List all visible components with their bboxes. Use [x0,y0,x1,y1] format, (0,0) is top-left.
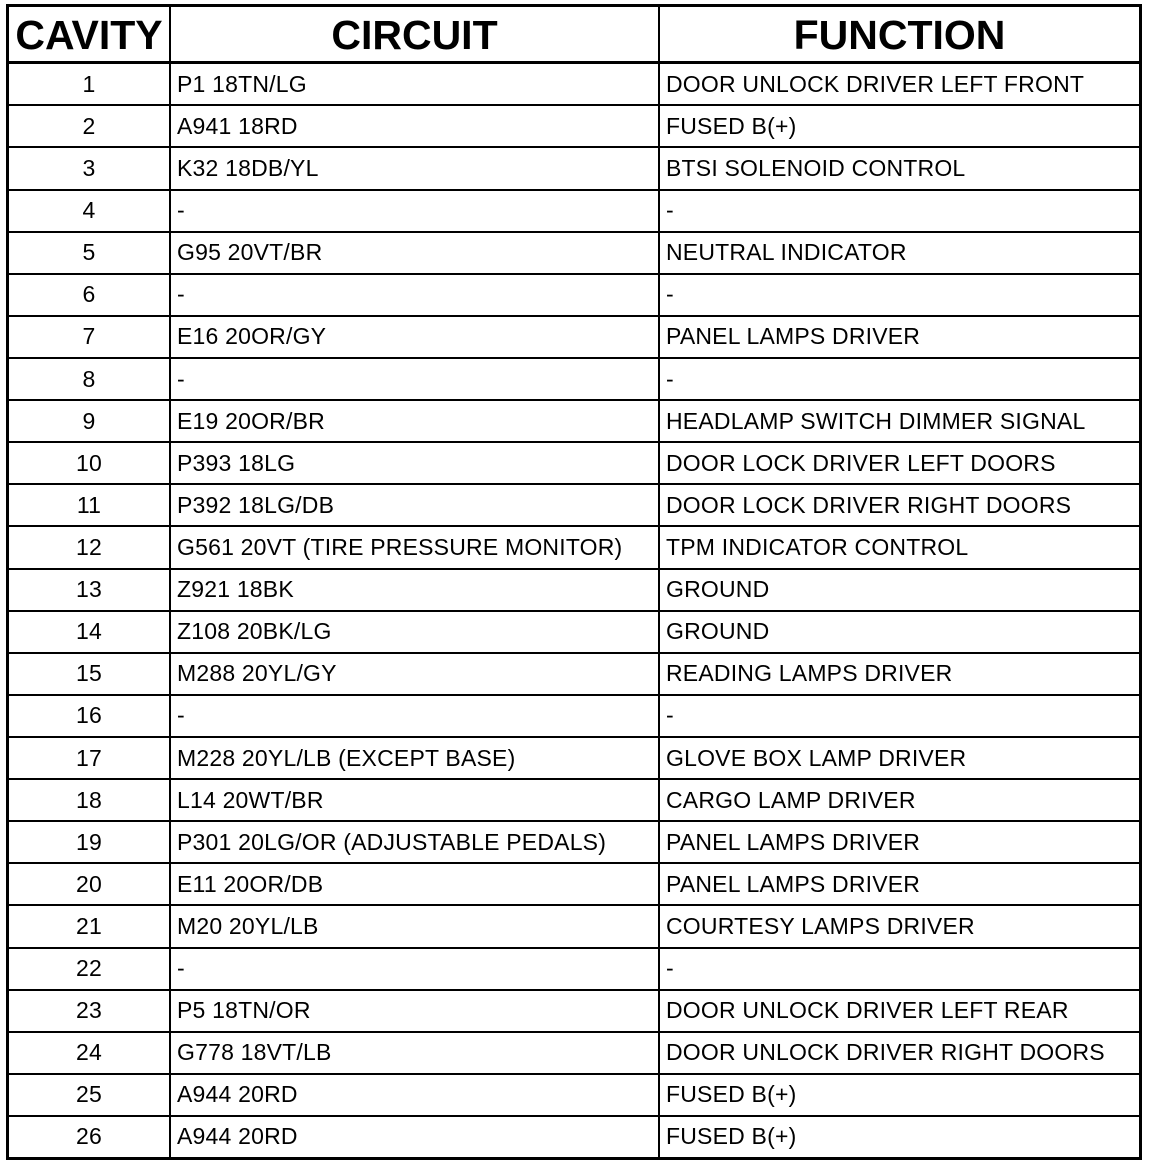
circuit-cell: K32 18DB/YL [170,147,659,189]
header-cavity: CAVITY [9,7,170,63]
connector-pinout-table [6,4,1142,1160]
table-row [9,948,1139,990]
header-function: FUNCTION [659,7,1139,63]
table-row [9,484,1139,526]
header-circuit: CIRCUIT [170,7,659,63]
cavity-cell: 7 [9,316,170,358]
circuit-cell: M20 20YL/LB [170,905,659,947]
circuit-cell: M288 20YL/GY [170,653,659,695]
circuit-cell: G561 20VT (TIRE PRESSURE MONITOR) [170,526,659,568]
function-cell: - [659,358,1139,400]
cavity-cell: 25 [9,1074,170,1116]
header-row [9,7,1139,63]
circuit-cell: Z921 18BK [170,569,659,611]
pinout-table [9,7,1139,1157]
function-cell: PANEL LAMPS DRIVER [659,863,1139,905]
function-cell: - [659,190,1139,232]
circuit-cell: E16 20OR/GY [170,316,659,358]
function-cell: GROUND [659,569,1139,611]
cavity-cell: 2 [9,105,170,147]
function-cell: - [659,948,1139,990]
table-row [9,400,1139,442]
cavity-cell: 1 [9,63,170,106]
circuit-cell: - [170,695,659,737]
cavity-cell: 21 [9,905,170,947]
table-row [9,1074,1139,1116]
cavity-cell: 22 [9,948,170,990]
cavity-cell: 5 [9,232,170,274]
cavity-cell: 20 [9,863,170,905]
table-row [9,190,1139,232]
table-row [9,316,1139,358]
circuit-cell: E11 20OR/DB [170,863,659,905]
cavity-cell: 14 [9,611,170,653]
function-cell: DOOR LOCK DRIVER RIGHT DOORS [659,484,1139,526]
table-row [9,232,1139,274]
table-row [9,526,1139,568]
table-row [9,779,1139,821]
circuit-cell: E19 20OR/BR [170,400,659,442]
table-row [9,274,1139,316]
table-row [9,1116,1139,1157]
function-cell: NEUTRAL INDICATOR [659,232,1139,274]
circuit-cell: - [170,190,659,232]
cavity-cell: 10 [9,442,170,484]
table-row [9,147,1139,189]
function-cell: FUSED B(+) [659,1074,1139,1116]
function-cell: READING LAMPS DRIVER [659,653,1139,695]
circuit-cell: P392 18LG/DB [170,484,659,526]
cavity-cell: 9 [9,400,170,442]
circuit-cell: G778 18VT/LB [170,1032,659,1074]
function-cell: TPM INDICATOR CONTROL [659,526,1139,568]
cavity-cell: 18 [9,779,170,821]
cavity-cell: 24 [9,1032,170,1074]
cavity-cell: 16 [9,695,170,737]
cavity-cell: 23 [9,990,170,1032]
circuit-cell: Z108 20BK/LG [170,611,659,653]
circuit-cell: - [170,948,659,990]
function-cell: FUSED B(+) [666,1123,797,1150]
circuit-cell: P1 18TN/LG [170,63,659,106]
table-row [9,611,1139,653]
function-cell: PANEL LAMPS DRIVER [659,821,1139,863]
function-cell: DOOR UNLOCK DRIVER LEFT REAR [659,990,1139,1032]
table-row [9,905,1139,947]
function-cell: - [659,274,1139,316]
cavity-cell: 15 [9,653,170,695]
function-cell: - [659,695,1139,737]
table-row [9,695,1139,737]
table-row [9,990,1139,1032]
table-row [9,105,1139,147]
table-row [9,1032,1139,1074]
function-cell: BTSI SOLENOID CONTROL [659,147,1139,189]
table-row [9,63,1139,106]
circuit-cell: L14 20WT/BR [170,779,659,821]
cavity-cell: 6 [9,274,170,316]
table-row [9,863,1139,905]
cavity-cell: 26 [9,1116,170,1157]
function-cell: GLOVE BOX LAMP DRIVER [659,737,1139,779]
circuit-cell: P5 18TN/OR [170,990,659,1032]
circuit-cell: G95 20VT/BR [170,232,659,274]
cavity-cell: 13 [9,569,170,611]
cavity-cell: 3 [9,147,170,189]
circuit-cell: - [170,358,659,400]
circuit-cell: A944 20RD [170,1074,659,1116]
function-cell: CARGO LAMP DRIVER [659,779,1139,821]
function-cell: GROUND [659,611,1139,653]
cavity-cell: 12 [9,526,170,568]
table-row [9,737,1139,779]
cavity-cell: 19 [9,821,170,863]
function-cell: DOOR UNLOCK DRIVER RIGHT DOORS [659,1032,1139,1074]
function-cell: DOOR UNLOCK DRIVER LEFT FRONT [659,63,1139,106]
cavity-cell: 17 [9,737,170,779]
circuit-cell: A944 20RD [170,1116,659,1157]
function-cell: FUSED B(+) [659,105,1139,147]
function-cell: PANEL LAMPS DRIVER [659,316,1139,358]
function-cell: DOOR LOCK DRIVER LEFT DOORS [659,442,1139,484]
table-row [9,358,1139,400]
table-row [9,569,1139,611]
circuit-cell: A941 18RD [170,105,659,147]
cavity-cell: 4 [9,190,170,232]
circuit-cell: P301 20LG/OR (ADJUSTABLE PEDALS) [170,821,659,863]
function-cell: HEADLAMP SWITCH DIMMER SIGNAL [659,400,1139,442]
circuit-cell: - [170,274,659,316]
circuit-cell: P393 18LG [170,442,659,484]
table-body [9,63,1139,1158]
table-row [9,442,1139,484]
function-cell: COURTESY LAMPS DRIVER [659,905,1139,947]
circuit-cell: M228 20YL/LB (EXCEPT BASE) [170,737,659,779]
cavity-cell: 8 [9,358,170,400]
cavity-cell: 11 [9,484,170,526]
table-row [9,653,1139,695]
table-row [9,821,1139,863]
